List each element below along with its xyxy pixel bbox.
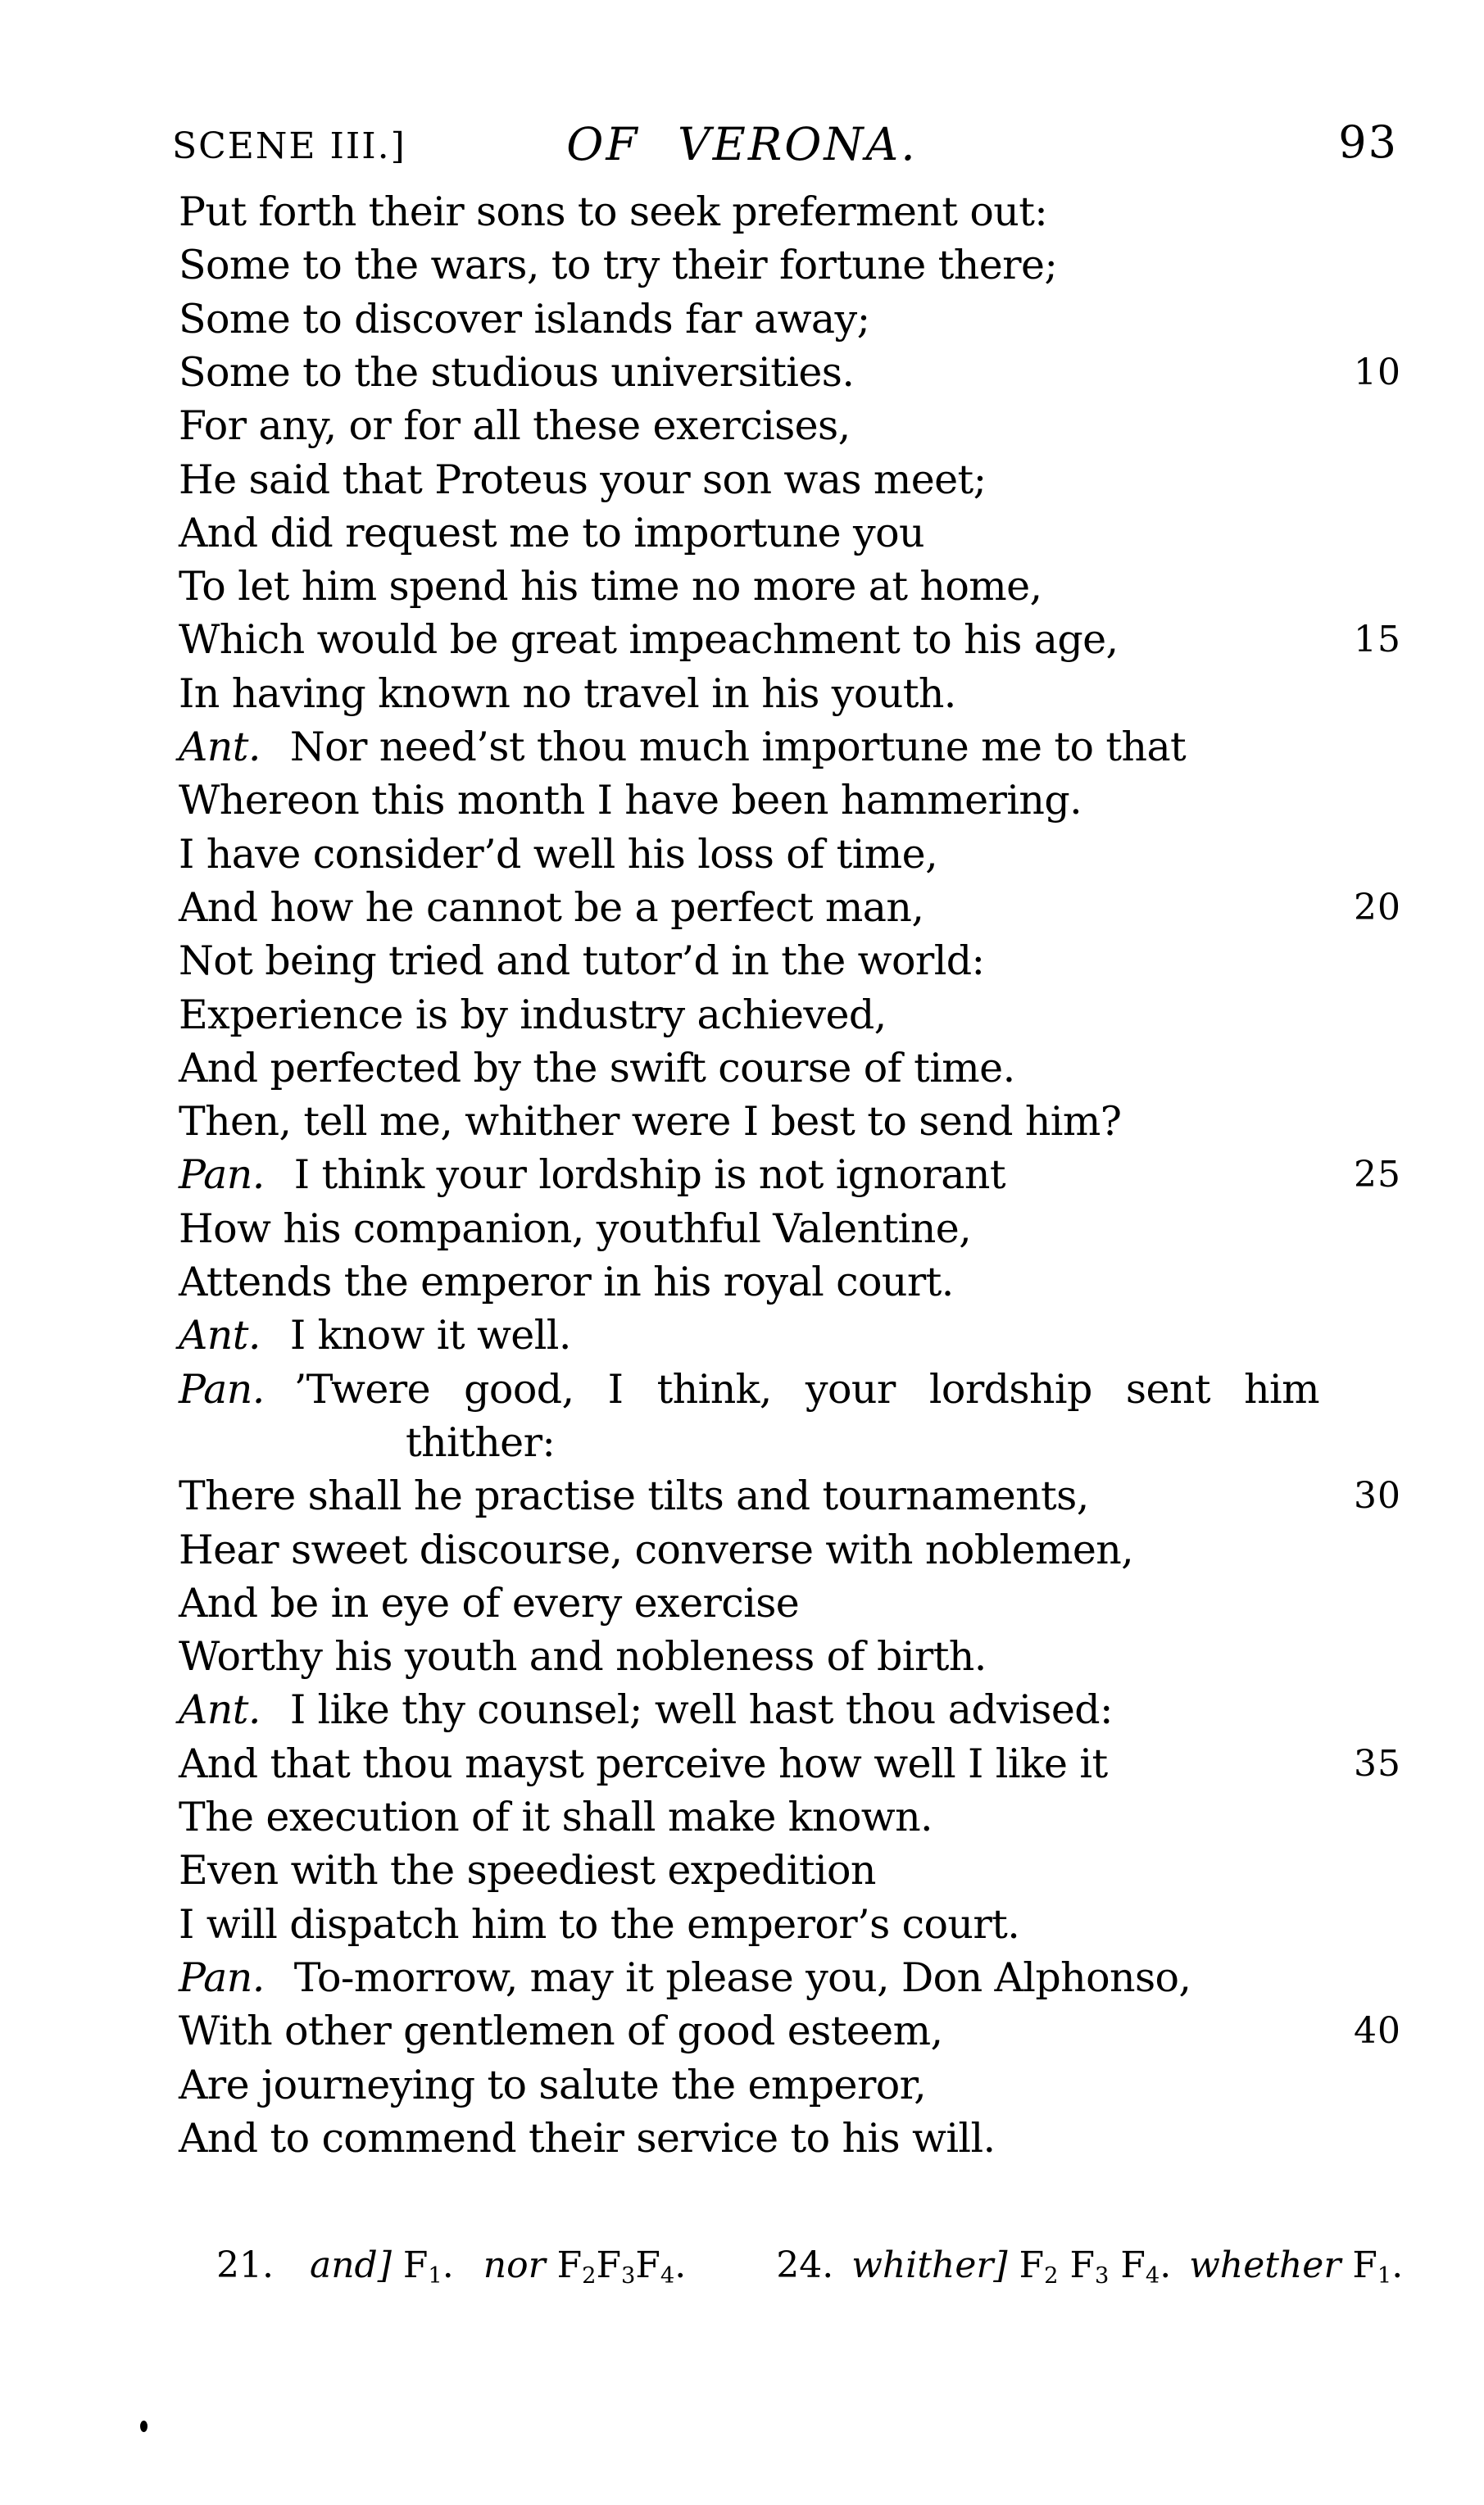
verse-line-text: Nor need’st thou much importune me to that <box>289 724 1187 770</box>
speaker-abbreviation: Pan. <box>179 1151 265 1199</box>
verse-text-block <box>179 185 1401 2168</box>
footnote-text: 24. <box>776 2244 852 2286</box>
margin-line-number: 30 <box>1354 1475 1401 1518</box>
verse-line <box>179 1737 1108 1790</box>
verse-line-text: I think your lordship is not ignorant <box>293 1151 1005 1199</box>
verse-line-text: Some to discover islands far away; <box>179 295 870 343</box>
verse-line-text: And to commend their service to his will. <box>179 2114 996 2162</box>
verse-line <box>179 1469 1089 1523</box>
verse-line <box>179 506 924 560</box>
footnote-text: . <box>674 2244 777 2286</box>
verse-line-text: And perfected by the swift course of time. <box>179 1044 1015 1091</box>
footnote-lemma-italic: whither] <box>851 2244 1008 2286</box>
footnote-text: F <box>1007 2244 1045 2286</box>
folio-subscript: 2 <box>1044 2262 1059 2289</box>
folio-subscript: 3 <box>1095 2262 1110 2289</box>
verse-line <box>179 613 1118 666</box>
page-number: 93 <box>1338 116 1398 168</box>
verse-line <box>179 1255 954 1309</box>
verse-line <box>179 293 870 346</box>
verse-line <box>179 1148 1005 1201</box>
speaker-abbreviation: Pan. <box>179 1365 265 1413</box>
margin-line-number: 15 <box>1354 619 1401 661</box>
footnote-text: 21. <box>216 2244 310 2286</box>
footnote-text: F <box>1109 2244 1146 2286</box>
verse-line <box>179 988 887 1041</box>
verse-line <box>179 2112 996 2165</box>
footnote-text: F <box>596 2244 622 2286</box>
verse-line-text: Attends the emperor in his royal court. <box>179 1259 954 1305</box>
footnote-text: F <box>1341 2244 1377 2286</box>
folio-subscript: 1 <box>428 2262 442 2289</box>
footnote-text: F <box>1058 2244 1095 2286</box>
verse-line-text: And how he cannot be a perfect man, <box>179 883 924 931</box>
verse-line <box>179 1898 1019 1951</box>
verse-line-text: I know it well. <box>289 1312 571 1359</box>
speaker-abbreviation: Pan. <box>179 1954 265 2001</box>
margin-line-number: 20 <box>1354 886 1401 928</box>
running-title: OF VERONA. <box>566 118 918 170</box>
footnote-text: F <box>391 2244 429 2286</box>
verse-line <box>179 720 1186 774</box>
verse-line <box>406 1416 555 1469</box>
verse-line-text: I will dispatch him to the emperor’s court. <box>179 1900 1020 1948</box>
verse-line <box>179 185 1047 238</box>
folio-subscript: 3 <box>621 2262 636 2289</box>
verse-line <box>179 1683 1113 1736</box>
verse-line-text: thither: <box>406 1418 556 1466</box>
verse-line-text: To let him spend his time no more at home, <box>179 563 1042 610</box>
verse-line <box>179 346 854 399</box>
verse-line <box>179 828 937 881</box>
verse-line-text: And that thou mayst perceive how well I like it <box>179 1740 1108 1787</box>
verse-line <box>179 1577 799 1630</box>
verse-line-text: Some to the studious universities. <box>179 348 855 396</box>
verse-line <box>179 1202 971 1255</box>
verse-line <box>179 2004 942 2058</box>
verse-line-text: I like thy counsel; well hast thou advised: <box>289 1686 1113 1734</box>
verse-line-text: ’Twere good, I think, your lordship sent him <box>293 1365 1319 1413</box>
verse-line-text: There shall he practise tilts and tournaments, <box>179 1473 1089 1520</box>
margin-line-number: 40 <box>1354 2010 1401 2053</box>
verse-line-text: For any, or for all these exercises, <box>179 402 851 450</box>
verse-line-text: In having known no travel in his youth. <box>179 669 956 717</box>
footnote-lemma-italic: nor <box>483 2244 546 2286</box>
verse-line-text: Some to the wars, to try their fortune there; <box>179 242 1058 289</box>
folio-subscript: 4 <box>660 2262 675 2289</box>
verse-line-text: Hear sweet discourse, converse with noblemen, <box>179 1526 1134 1573</box>
verse-line <box>179 399 851 452</box>
verse-line <box>179 1523 1133 1577</box>
verse-line-text: Worthy his youth and nobleness of birth. <box>179 1633 987 1681</box>
verse-line <box>179 1790 933 1844</box>
verse-line <box>179 2058 926 2112</box>
scene-label: SCENE III.] <box>172 125 406 167</box>
speaker-abbreviation: Ant. <box>179 724 261 770</box>
verse-line <box>179 1309 571 1362</box>
verse-line <box>179 934 984 987</box>
verse-line-text: And did request me to importune you <box>179 509 924 556</box>
verse-line-text: Put forth their sons to seek preferment out: <box>179 188 1048 235</box>
footnote-text: . <box>1160 2244 1190 2286</box>
verse-line-text: Which would be great impeachment to his age, <box>179 616 1119 664</box>
verse-line-text: Whereon this month I have been hammering. <box>179 777 1082 824</box>
verse-line-text: And be in eye of every exercise <box>179 1579 800 1627</box>
speaker-abbreviation: Ant. <box>179 1312 261 1359</box>
verse-line-text: Even with the speediest expedition <box>179 1847 876 1895</box>
footnote-lemma-italic: whether <box>1189 2244 1341 2286</box>
verse-line-text: Then, tell me, whither were I best to send him? <box>179 1098 1122 1146</box>
verse-line-text: With other gentlemen of good esteem, <box>179 2008 943 2055</box>
folio-subscript: 4 <box>1145 2262 1160 2289</box>
verse-line <box>179 1630 987 1683</box>
verse-line <box>179 1041 1015 1095</box>
margin-line-number: 10 <box>1354 351 1401 393</box>
verse-line <box>179 1951 1191 2004</box>
margin-line-number: 35 <box>1354 1742 1401 1785</box>
verse-line-text: How his companion, youthful Valentine, <box>179 1205 972 1252</box>
verse-line <box>179 453 987 506</box>
folio-subscript: 1 <box>1377 2262 1392 2289</box>
verse-line <box>179 774 1082 827</box>
verse-line <box>179 1363 1319 1416</box>
margin-line-number: 25 <box>1354 1154 1401 1196</box>
verse-line <box>179 667 956 720</box>
ink-speck <box>140 2421 147 2432</box>
footnote-text: F <box>545 2244 583 2286</box>
verse-line <box>179 881 924 934</box>
footnote-text: F <box>635 2244 660 2286</box>
verse-line <box>179 238 1057 292</box>
verse-line-text: Not being tried and tutor’d in the world: <box>179 937 985 985</box>
footnote-text: . <box>442 2244 483 2286</box>
textual-collation-footnote <box>216 2244 1403 2287</box>
verse-line-text: To-morrow, may it please you, Don Alphonso, <box>293 1954 1191 2001</box>
speaker-abbreviation: Ant. <box>179 1686 261 1734</box>
verse-line <box>179 560 1042 613</box>
verse-line <box>179 1844 876 1897</box>
footnote-lemma-italic: and] <box>309 2244 392 2286</box>
verse-line-text: I have consider’d well his loss of time, <box>179 830 938 878</box>
verse-line <box>179 1095 1121 1148</box>
verse-line-text: He said that Proteus your son was meet; <box>179 456 987 503</box>
folio-subscript: 2 <box>582 2262 597 2289</box>
verse-line-text: Are journeying to salute the emperor, <box>179 2061 927 2108</box>
verse-line-text: Experience is by industry achieved, <box>179 991 887 1038</box>
verse-line-text: The execution of it shall make known. <box>179 1794 933 1840</box>
footnote-text: . <box>1391 2244 1404 2286</box>
